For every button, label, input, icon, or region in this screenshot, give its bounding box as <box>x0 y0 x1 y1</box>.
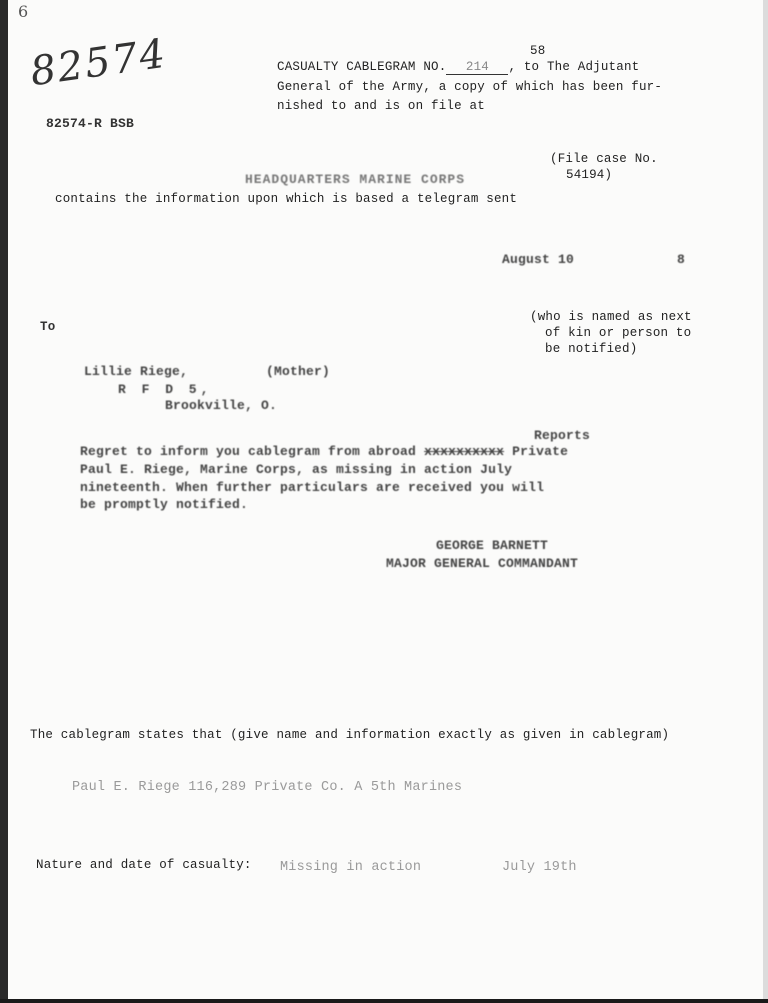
margin-mark: 6 <box>18 2 29 21</box>
file-code: 82574-R BSB <box>46 116 135 131</box>
file-case-line-1: (File case No. <box>550 152 658 166</box>
cablegram-number: 214 <box>446 60 508 75</box>
nature-label: Nature and date of casualty: <box>36 858 252 872</box>
header-prefix: CASUALTY CABLEGRAM NO. <box>277 60 447 74</box>
scan-edge-right <box>763 0 768 1003</box>
addressee-route: R F D 5, <box>118 382 213 397</box>
page-number: 58 <box>530 44 546 58</box>
kin-note-line-2: of kin or person to <box>545 326 692 340</box>
message-line-4: be promptly notified. <box>80 497 249 512</box>
message-line-3: nineteenth. When further particulars are received you will <box>80 480 545 495</box>
nature-value: Missing in action <box>280 860 422 875</box>
addressee-relation: (Mother) <box>266 364 331 379</box>
to-label: To <box>40 320 56 334</box>
message-line-1-end: Private <box>512 444 569 459</box>
telegram-date: August 10 <box>502 252 575 267</box>
file-case-line-2: 54194) <box>566 168 613 182</box>
header-line-3: nished to and is on file at <box>277 99 485 113</box>
signature-name: GEORGE BARNETT <box>436 538 549 553</box>
message-line-1 <box>80 444 568 459</box>
header-line-2: General of the Army, a copy of which has been fur- <box>277 80 663 94</box>
cablegram-states-value: Paul E. Riege 116,289 Private Co. A 5th Marines <box>72 780 463 795</box>
scan-edge-bottom <box>0 999 768 1003</box>
addressee-name: Lillie Riege, <box>84 364 189 379</box>
message-insertion: Reports <box>534 428 591 443</box>
contains-line: contains the information upon which is based a telegram sent <box>55 192 518 206</box>
year-fragment: 8 <box>677 252 686 267</box>
addressee-city: Brookville, O. <box>165 398 278 413</box>
nature-date: July 19th <box>502 860 577 875</box>
header-line-1 <box>277 60 639 75</box>
handwritten-number: 82574 <box>27 30 170 96</box>
kin-note-line-3: be notified) <box>545 342 638 356</box>
cablegram-states-label: The cablegram states that (give name and information exactly as given in cablegram) <box>30 728 670 742</box>
message-struck-word: xxxxxxxxxx <box>424 444 505 459</box>
header-suffix: , to The Adjutant <box>508 60 640 74</box>
scan-edge-left <box>0 0 8 1003</box>
kin-note-line-1: (who is named as next <box>530 310 692 324</box>
office-name: HEADQUARTERS MARINE CORPS <box>245 172 466 187</box>
signature-title: MAJOR GENERAL COMMANDANT <box>386 556 579 571</box>
message-line-1-start: Regret to inform you cablegram from abroad <box>80 444 417 459</box>
message-line-2: Paul E. Riege, Marine Corps, as missing in action July <box>80 462 513 477</box>
